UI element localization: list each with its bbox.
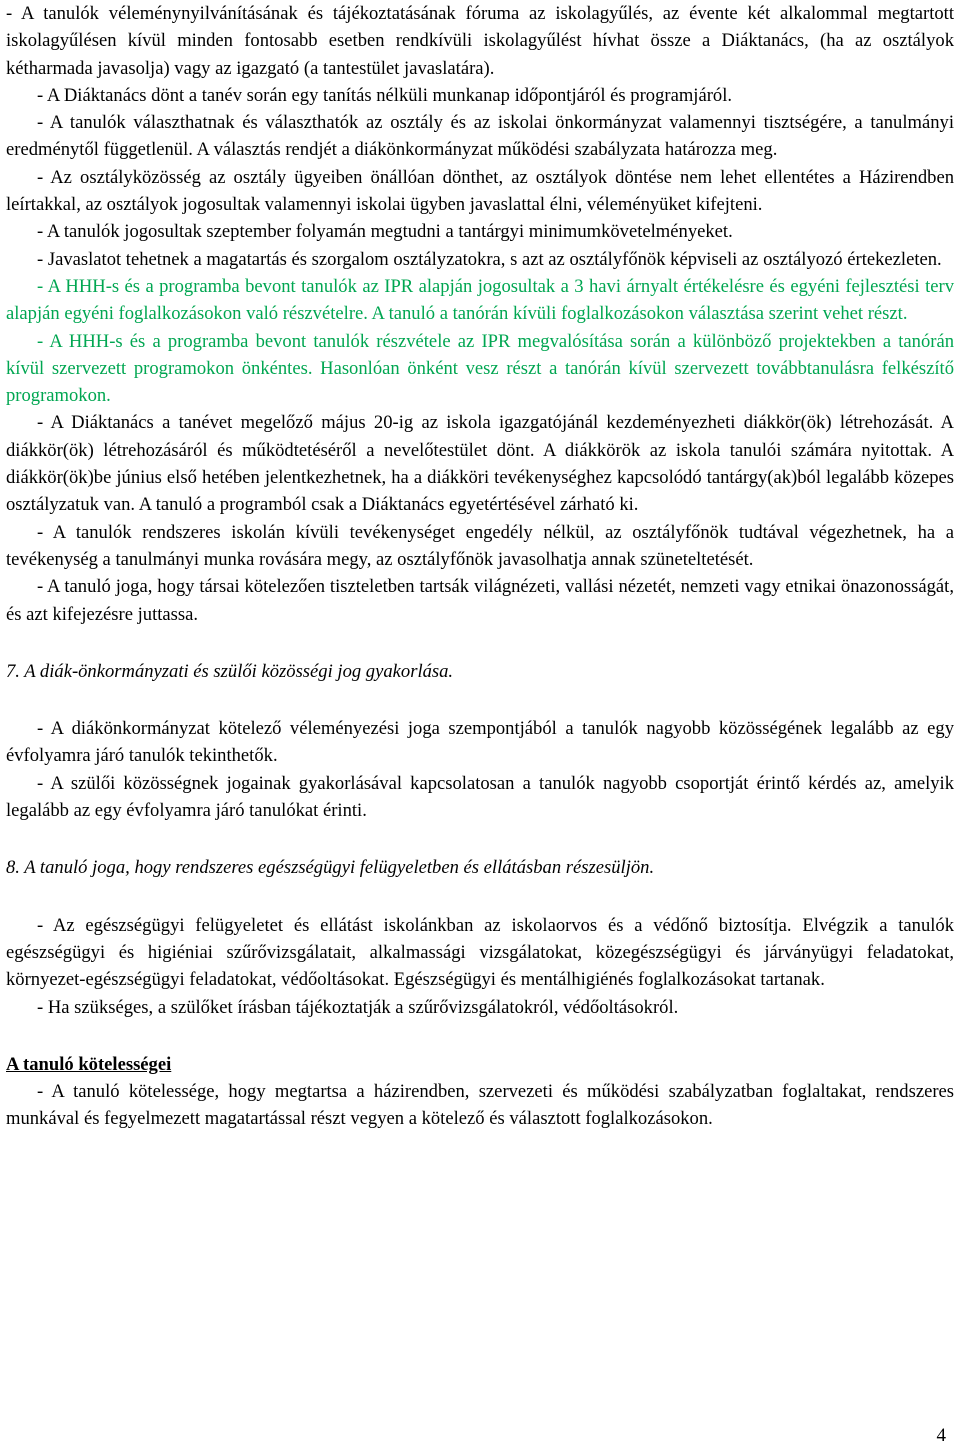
spacer: [6, 824, 954, 854]
paragraph-study-circles: - A Diáktanács a tanévet megelőző május 20-ig az iskola igazgatójánál kezdeményezheti diákkör(ök) létrehozását. A diákkör(ök) létrehozásáról és működtetéséről a nevelőtestület dönt. A diákkörök az iskola tanulói számára nyitottak. A diákkör(ök)be június első hetében jelentkezhetnek, ha a diákköri tevékenységhez kapcsolódó tantárgy(ak)ból legalább közepes osztályzatuk van. A tanuló a programból csak a Diáktanács egyetértésével zárható ki.: [6, 412, 954, 516]
spacer: [6, 628, 954, 658]
paragraph-hhh-evaluation: - A HHH-s és a programba bevont tanulók az IPR alapján jogosultak a 3 havi árnyalt értékelésre és egyéni fejlesztési terv alapján egyéni foglalkozásokon való részvételre. A tanuló a tanórán kívüli foglalkozásokon választása szerint vehet részt.: [6, 275, 954, 325]
paragraph-hhh-projects: - A HHH-s és a programba bevont tanulók részvétele az IPR megvalósítása során a különböző projektekben a tanórán kívül szervezett programokon önkéntes. Hasonlóan önként vesz részt a tanórán kívül szervezett továbbtanulásra felkészítő programokon.: [6, 330, 954, 407]
paragraph-grade-proposals: - Javaslatot tehetnek a magatartás és szorgalom osztályzatokra, s azt az osztályfőnök képviseli az osztályozó értekezleten.: [37, 248, 942, 270]
duties-heading: A tanuló kötelességei: [6, 1053, 172, 1075]
paragraph-outside-activities: - A tanulók rendszeres iskolán kívüli tevékenységet engedély nélkül, az osztályfőnök tudtával végezhetnek, ha a tevékenység a tanulmányi munka rovására megy, az osztályfőnök javasolhatja annak szüneteltetését.: [6, 521, 954, 570]
paragraph-forum: - A tanulók véleménynyilvánításának és tájékoztatásának fóruma az iskolagyűlés, az évente két alkalommal megtartott iskolagyűlésen kívül minden fontosabb esetben rendkívüli iskolagyűlést hívhat össze a Diáktanács, (ha az osztályok kétharmada javasolja) vagy az igazgató (a tantestület javaslatára).: [6, 3, 954, 79]
section-7-item: - A szülői közösségnek jogainak gyakorlásával kapcsolatosan a tanulók nagyobb csoportját érintő kérdés az, amelyik legalább az egy évfolyamra járó tanulókat érinti.: [6, 772, 954, 822]
section-8-item: - Az egészségügyi felügyeletet és ellátást iskolánkban az iskolaorvos és a védőnő biztosítja. Elvégzik a tanulók egészségügyi és higiéniai szűrővizsgálatait, alkalmassági vizsgálatokat, közegészségügyi és járványügyi feladatokat, környezet-egészségügyi feladatokat, védőoltásokat. Egészségügyi és mentálhigiénés foglalkozásokat tartanak.: [6, 914, 954, 991]
paragraph-class-community: - Az osztályközösség az osztály ügyeiben önállóan dönthet, az osztályok döntése nem lehet ellentétes a Házirendben leírtakkal, az osztályok jogosultak valamennyi iskolai ügyben javaslattal élni, véleményüket kifejteni.: [6, 166, 954, 216]
section-8-heading: 8. A tanuló joga, hogy rendszeres egészségügyi felügyeletben és ellátásban részesüljön.: [6, 857, 655, 879]
page-number: 4: [936, 1424, 946, 1446]
section-8-item: - Ha szükséges, a szülőket írásban tájékoztatják a szűrővizsgálatokról, védőoltásokról.: [37, 996, 679, 1018]
spacer: [6, 882, 954, 912]
paragraph-minimum-requirements: - A tanulók jogosultak szeptember folyamán megtudni a tantárgyi minimumkövetelményeket.: [37, 221, 733, 243]
section-7-heading: 7. A diák-önkormányzati és szülői közösségi jog gyakorlása.: [6, 660, 454, 682]
spacer: [6, 685, 954, 715]
paragraph-elections: - A tanulók választhatnak és választhatók az osztály és az iskolai önkormányzat valamennyi tisztségére, a tanulmányi eredménytől függetlenül. A választás rendjét a diákönkormányzat működési szabályzata határozza meg.: [6, 112, 954, 161]
paragraph-identity-respect: - A tanuló joga, hogy társai kötelezően tiszteletben tartsák világnézeti, vallási nézetét, nemzeti vagy etnikai önazonosságát, és azt kifejezésre juttassa.: [6, 576, 954, 625]
spacer: [6, 1021, 954, 1051]
duties-item: - A tanuló kötelessége, hogy megtartsa a házirendben, szervezeti és működési szabályzatban foglaltakat, rendszeres munkával és fegyelmezett magatartással részt vegyen a kötelező és választott foglalkozásokon.: [6, 1081, 954, 1130]
paragraph-workday: - A Diáktanács dönt a tanév során egy tanítás nélküli munkanap időpontjáról és programjáról.: [37, 84, 733, 106]
section-7-item: - A diákönkormányzat kötelező véleményezési joga szempontjából a tanulók nagyobb közösségének legalább az egy évfolyamra járó tanulók tekinthetők.: [6, 718, 954, 767]
